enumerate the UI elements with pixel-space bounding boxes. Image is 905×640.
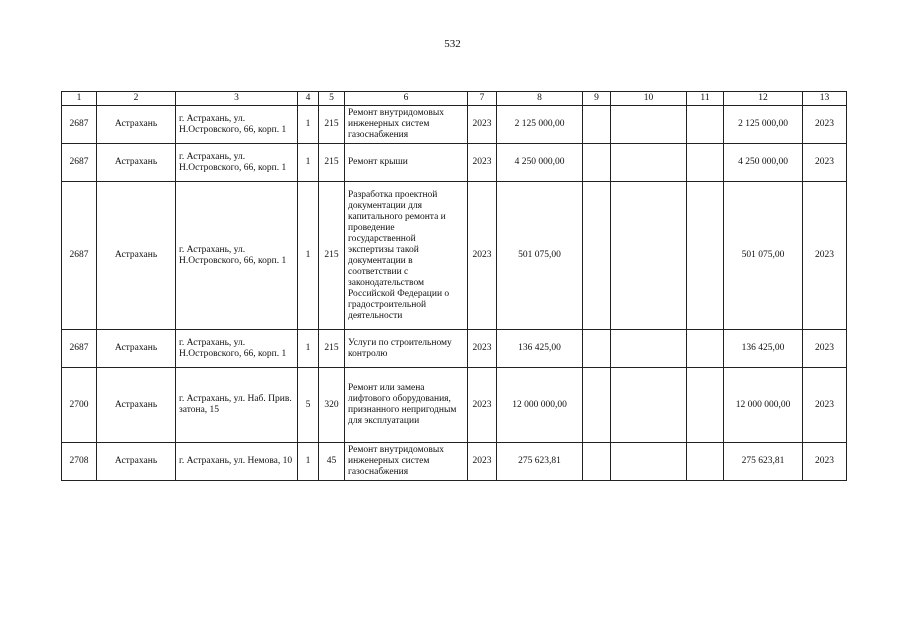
col-9 (583, 144, 611, 182)
col-10 (611, 144, 687, 182)
col-9 (583, 443, 611, 481)
col-11 (687, 106, 724, 144)
total-cost: 12 000 000,00 (724, 368, 803, 443)
total-cost: 2 125 000,00 (724, 106, 803, 144)
house-id: 2687 (62, 144, 97, 182)
col-header-11: 11 (687, 92, 724, 106)
col-5: 45 (319, 443, 345, 481)
col-header-4: 4 (298, 92, 319, 106)
col-header-10: 10 (611, 92, 687, 106)
col-header-3: 3 (176, 92, 298, 106)
year: 2023 (468, 330, 497, 368)
address: г. Астрахань, ул. Н.Островского, 66, корп. 1 (176, 144, 298, 182)
city: Астрахань (97, 368, 176, 443)
col-header-8: 8 (497, 92, 583, 106)
col-13: 2023 (803, 182, 847, 330)
year: 2023 (468, 368, 497, 443)
total-cost: 136 425,00 (724, 330, 803, 368)
cost: 275 623,81 (497, 443, 583, 481)
col-10 (611, 443, 687, 481)
cost: 2 125 000,00 (497, 106, 583, 144)
col-4: 1 (298, 182, 319, 330)
table-row (62, 330, 847, 368)
col-13: 2023 (803, 443, 847, 481)
capital-repair-table (61, 91, 847, 481)
col-11 (687, 368, 724, 443)
col-4: 1 (298, 443, 319, 481)
header-row (62, 92, 847, 106)
house-id: 2708 (62, 443, 97, 481)
col-10 (611, 182, 687, 330)
col-11 (687, 144, 724, 182)
work-type: Разработка проектной документации для капитального ремонта и проведение государственной экспертизы такой документации в соответствии с законодательством Российской Федерации о градостроительной деятельности (345, 182, 468, 330)
col-5: 215 (319, 106, 345, 144)
total-cost: 4 250 000,00 (724, 144, 803, 182)
col-13: 2023 (803, 106, 847, 144)
col-header-9: 9 (583, 92, 611, 106)
work-type: Ремонт или замена лифтового оборудования, признанного непригодным для эксплуатации (345, 368, 468, 443)
col-header-13: 13 (803, 92, 847, 106)
table-row (62, 144, 847, 182)
col-13: 2023 (803, 330, 847, 368)
col-9 (583, 182, 611, 330)
house-id: 2687 (62, 330, 97, 368)
cost: 501 075,00 (497, 182, 583, 330)
col-header-1: 1 (62, 92, 97, 106)
house-id: 2687 (62, 106, 97, 144)
table-row (62, 368, 847, 443)
year: 2023 (468, 443, 497, 481)
col-header-5: 5 (319, 92, 345, 106)
cost: 12 000 000,00 (497, 368, 583, 443)
address: г. Астрахань, ул. Н.Островского, 66, корп. 1 (176, 182, 298, 330)
total-cost: 501 075,00 (724, 182, 803, 330)
col-header-2: 2 (97, 92, 176, 106)
col-10 (611, 106, 687, 144)
city: Астрахань (97, 144, 176, 182)
work-type: Ремонт внутридомовых инженерных систем газоснабжения (345, 443, 468, 481)
col-11 (687, 443, 724, 481)
cost: 136 425,00 (497, 330, 583, 368)
work-type: Ремонт крыши (345, 144, 468, 182)
address: г. Астрахань, ул. Н.Островского, 66, корп. 1 (176, 330, 298, 368)
year: 2023 (468, 144, 497, 182)
year: 2023 (468, 106, 497, 144)
work-type: Ремонт внутридомовых инженерных систем газоснабжения (345, 106, 468, 144)
address: г. Астрахань, ул. Н.Островского, 66, корп. 1 (176, 106, 298, 144)
col-9 (583, 368, 611, 443)
table-row (62, 443, 847, 481)
col-11 (687, 330, 724, 368)
year: 2023 (468, 182, 497, 330)
col-11 (687, 182, 724, 330)
col-5: 215 (319, 182, 345, 330)
col-13: 2023 (803, 144, 847, 182)
total-cost: 275 623,81 (724, 443, 803, 481)
city: Астрахань (97, 106, 176, 144)
table-row (62, 106, 847, 144)
col-9 (583, 330, 611, 368)
col-header-12: 12 (724, 92, 803, 106)
col-4: 1 (298, 330, 319, 368)
work-type: Услуги по строительному контролю (345, 330, 468, 368)
page-number: 532 (444, 38, 461, 50)
city: Астрахань (97, 330, 176, 368)
col-5: 215 (319, 330, 345, 368)
col-4: 1 (298, 144, 319, 182)
col-13: 2023 (803, 368, 847, 443)
col-10 (611, 368, 687, 443)
house-id: 2700 (62, 368, 97, 443)
house-id: 2687 (62, 182, 97, 330)
col-5: 215 (319, 144, 345, 182)
col-4: 5 (298, 368, 319, 443)
col-5: 320 (319, 368, 345, 443)
address: г. Астрахань, ул. Немова, 10 (176, 443, 298, 481)
table-row (62, 182, 847, 330)
city: Астрахань (97, 182, 176, 330)
city: Астрахань (97, 443, 176, 481)
col-9 (583, 106, 611, 144)
col-10 (611, 330, 687, 368)
col-header-6: 6 (345, 92, 468, 106)
col-4: 1 (298, 106, 319, 144)
cost: 4 250 000,00 (497, 144, 583, 182)
address: г. Астрахань, ул. Наб. Прив. затона, 15 (176, 368, 298, 443)
col-header-7: 7 (468, 92, 497, 106)
